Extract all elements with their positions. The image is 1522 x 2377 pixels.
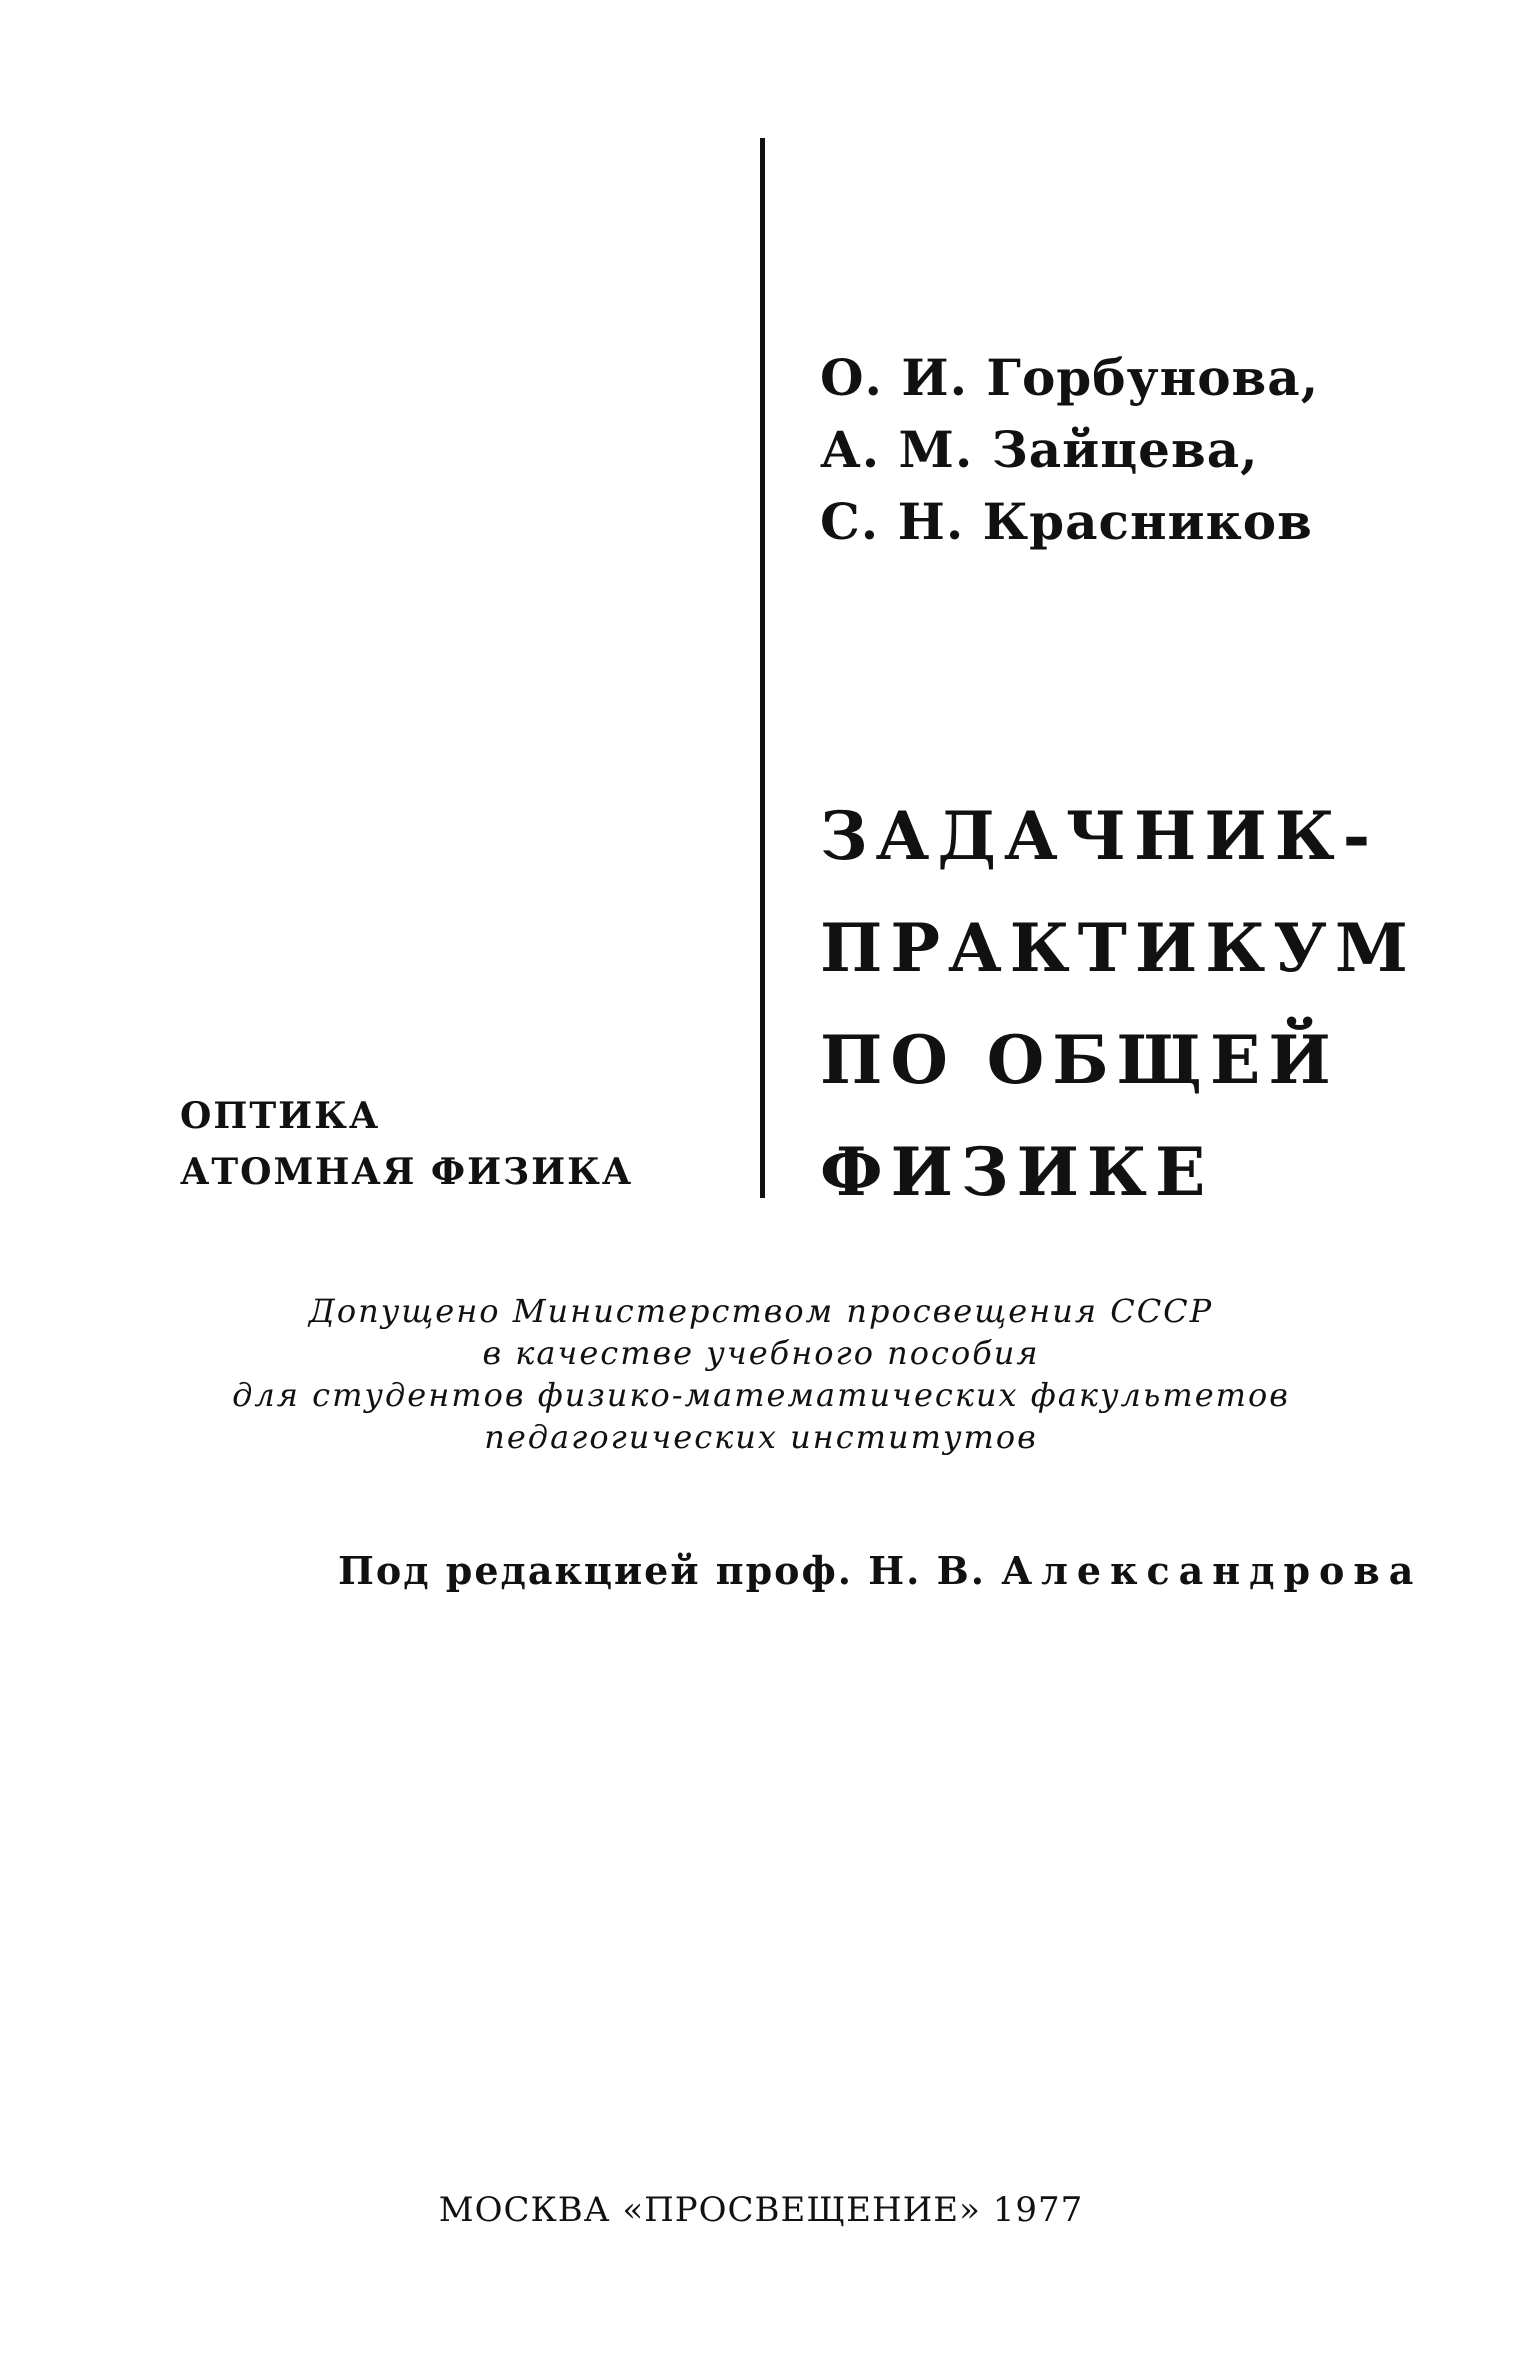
vertical-divider [760,138,765,1198]
editor-prefix: Под редакцией проф. Н. В. [338,1548,986,1593]
subject-line-1: ОПТИКА [180,1095,381,1137]
title-line-2: ПРАКТИКУМ [820,909,1416,987]
author-1: О. И. Горбунова, [820,348,1320,407]
approval-line-1: Допущено Министерством просвещения СССР [308,1292,1214,1330]
author-2: А. М. Зайцева, [820,420,1259,479]
title-line-4: ФИЗИКЕ [820,1133,1214,1211]
title-line-1: ЗАДАЧНИК- [820,797,1379,875]
editor-line [338,1546,1422,1596]
publisher-imprint: МОСКВА «ПРОСВЕЩЕНИЕ» 1977 [438,2190,1084,2230]
editor-name: Александрова [1001,1548,1423,1593]
title-line-3: ПО ОБЩЕЙ [820,1021,1339,1099]
book-title [820,780,1416,1228]
authors-block [820,342,1319,558]
author-3: С. Н. Красников [820,492,1313,551]
approval-note [0,1290,1522,1458]
approval-line-3: для студентов физико-математических факультетов [232,1376,1290,1414]
approval-line-2: в качестве учебного пособия [482,1334,1040,1372]
subject-line-2: АТОМНАЯ ФИЗИКА [180,1151,634,1193]
subject-block [180,1088,633,1200]
approval-line-4: педагогических институтов [484,1418,1038,1456]
